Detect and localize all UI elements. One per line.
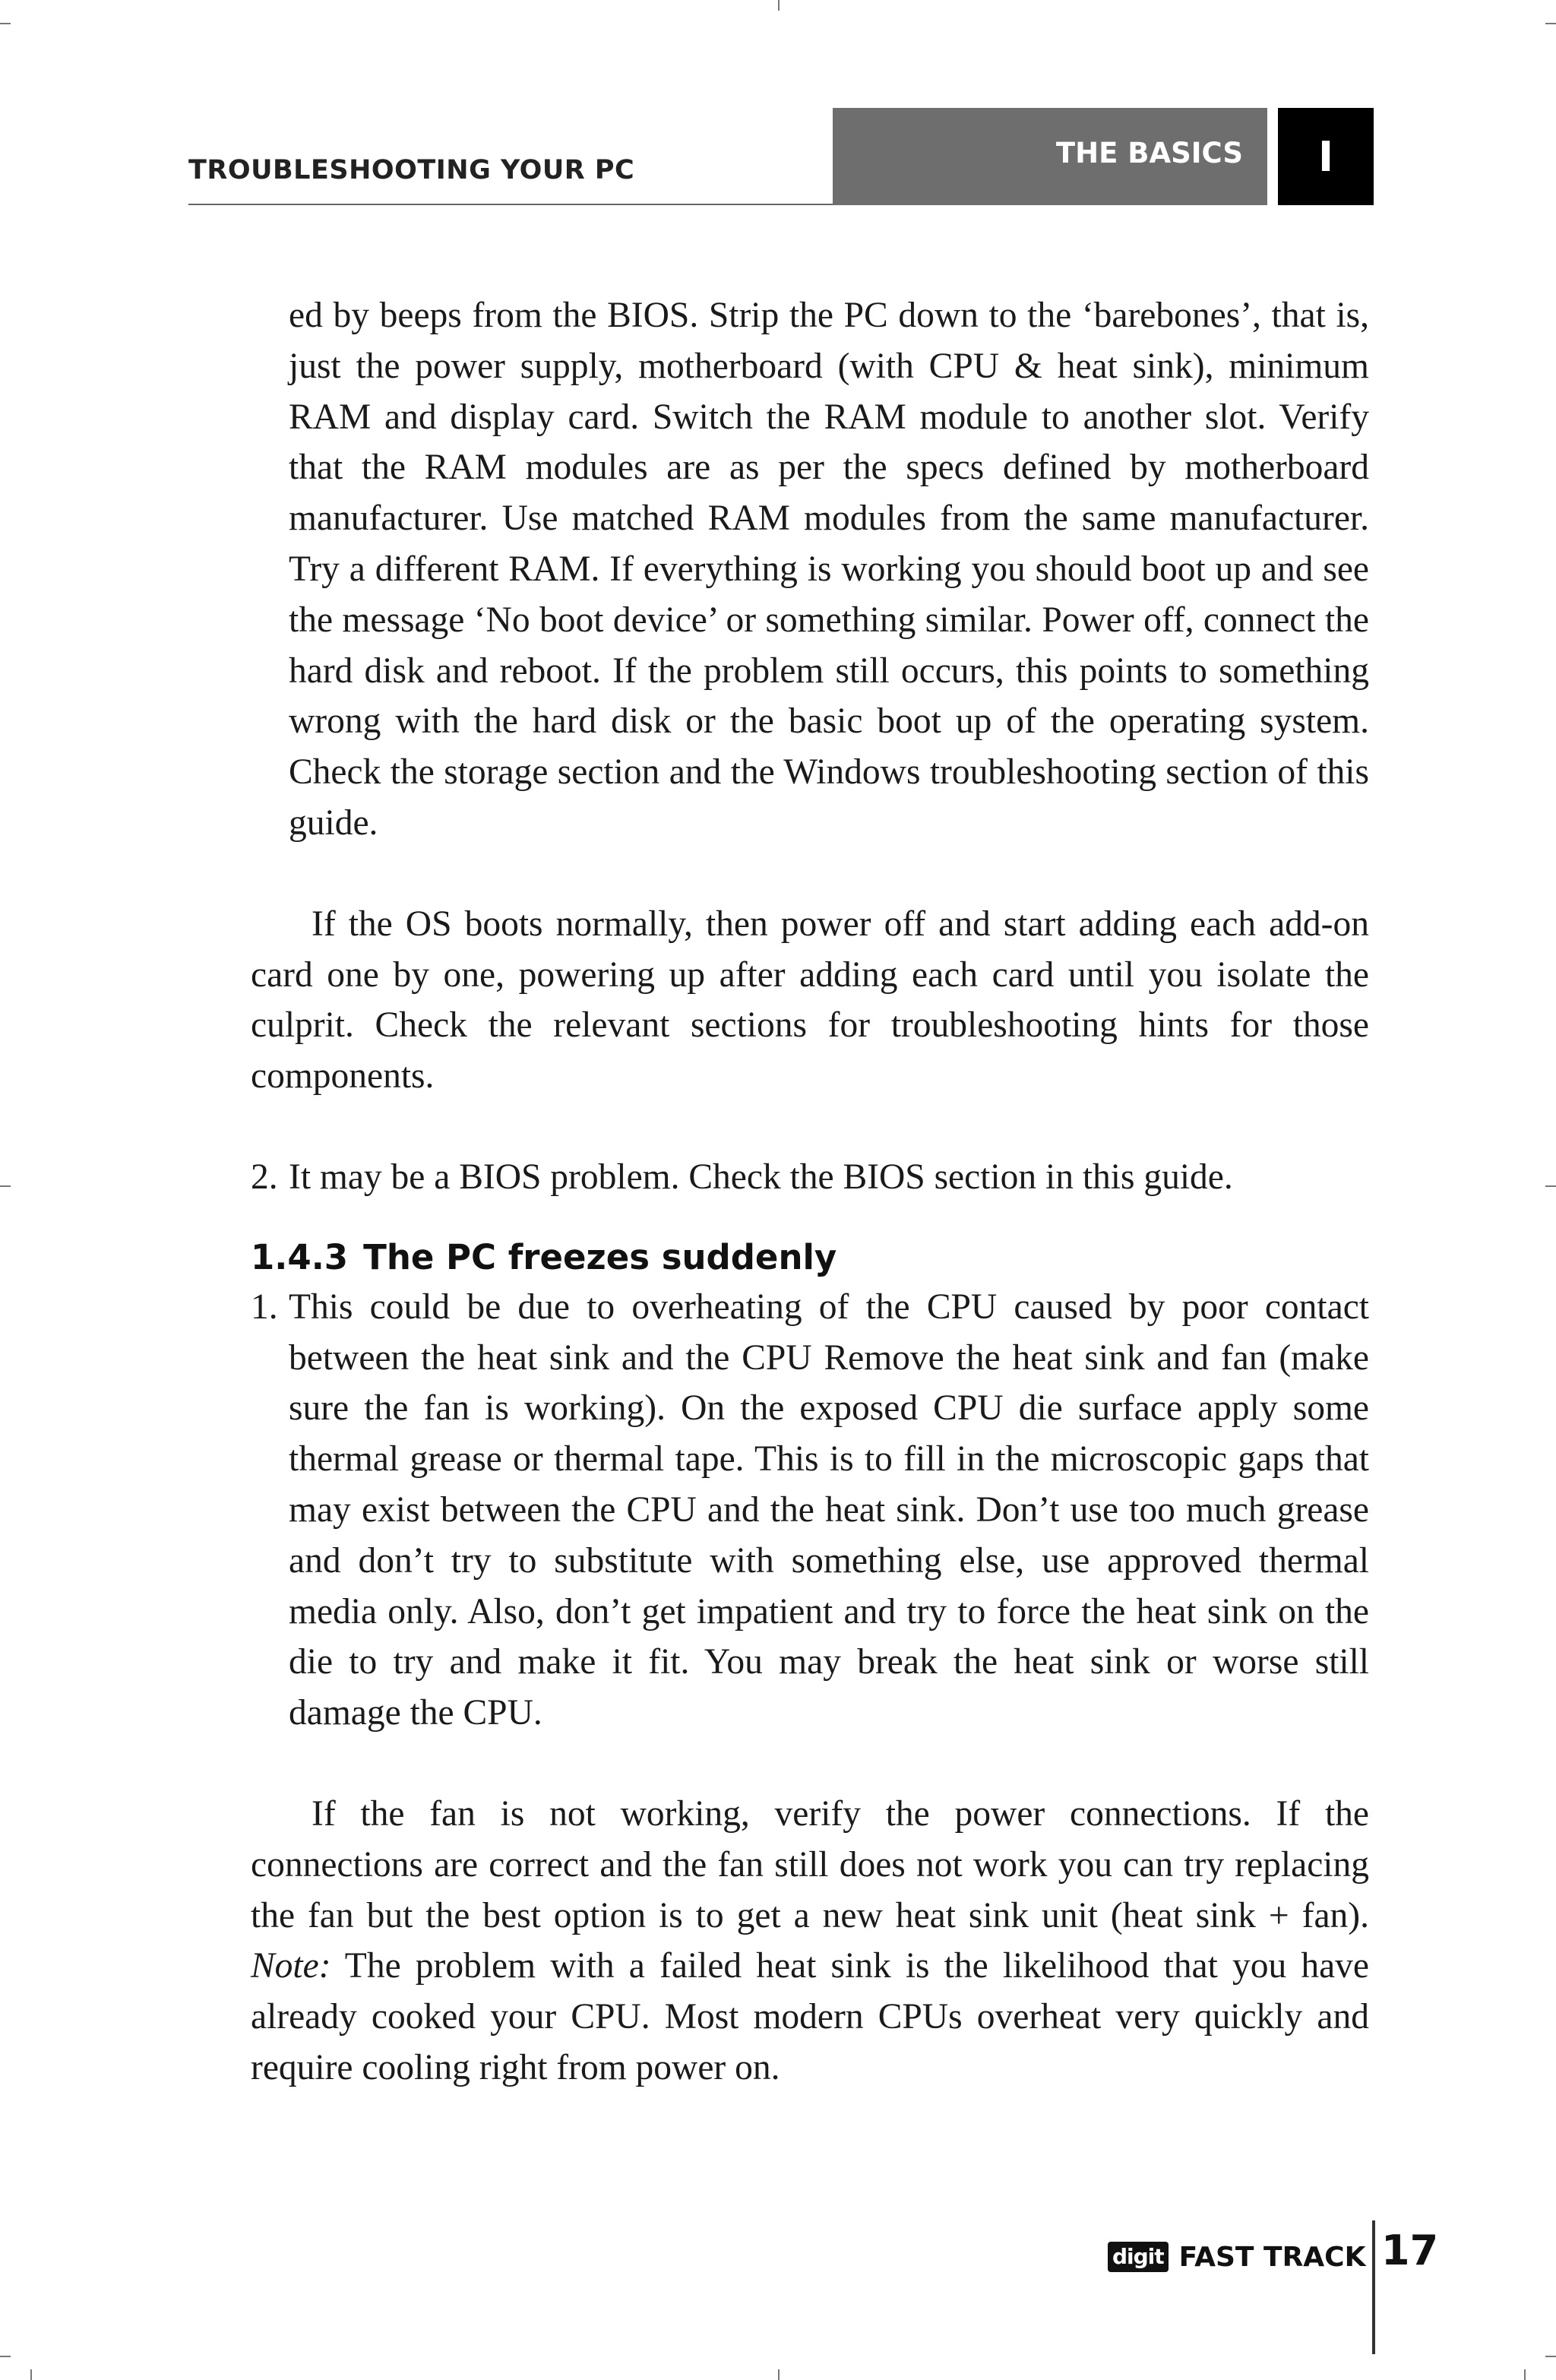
- section-tab: [833, 108, 1267, 205]
- list-item: [251, 1152, 1369, 1203]
- section-title: The PC freezes suddenly: [363, 1236, 837, 1277]
- crop-mark: [0, 1185, 11, 1187]
- page-body: [251, 290, 1369, 2094]
- crop-mark: [1545, 2356, 1556, 2357]
- footer-label: FAST TRACK: [1178, 2241, 1366, 2273]
- list-number: 2.: [251, 1157, 278, 1197]
- digit-logo: digit: [1108, 2242, 1169, 2272]
- list-item-text: It may be a BIOS problem. Check the BIOS section in this guide.: [289, 1157, 1233, 1197]
- list-item-text: This could be due to overheating of the CPU caused by poor contact between the heat sink and the CPU Remove the heat sink and fan (make sure the fan is working). On the exposed CPU die surface apply some thermal grease or thermal tape. This is to fill in the microscopic gaps that may exist between the CPU and the heat sink. Don’t use too much grease and don’t try to substitute with something else, use approved thermal media only. Also, don’t get impatient and try to force the heat sink on the die to try and make it fit. You may break the heat sink or worse still damage the CPU.: [289, 1287, 1369, 1733]
- footer-rule: [1372, 2220, 1375, 2354]
- paragraph-text: The problem with a failed heat sink is the likelihood that you have already cooked your CPU. Most modern CPUs overheat very quickly and require cooling right from power on.: [251, 1946, 1369, 2087]
- crop-mark: [30, 2369, 32, 2380]
- list-item: [251, 1282, 1369, 1739]
- crop-mark: [1545, 23, 1556, 24]
- crop-mark: [1545, 1185, 1556, 1187]
- footer-brand: [1108, 2240, 1365, 2274]
- chapter-marker-label: I: [1317, 132, 1334, 181]
- paragraph: ed by beeps from the BIOS. Strip the PC down to the ‘barebones’, that is, just the power supply, motherboard (with CPU & heat sink), minimum RAM and display card. Switch the RAM module to another slot. Verify that the RAM modules are as per the specs defined by motherboard manufacturer. Use matched RAM modules from the same manufacturer. Try a different RAM. If everything is working you should boot up and see the message ‘No boot device’ or something similar. Power off, connect the hard disk and reboot. If the problem still occurs, this points to something wrong with the hard disk or the basic boot up of the operating system. Check the storage section and the Windows troubleshooting section of this guide.: [289, 296, 1369, 843]
- section-heading: [251, 1233, 1369, 1282]
- section-tab-label: THE BASICS: [1055, 137, 1243, 169]
- crop-mark: [778, 2369, 780, 2380]
- page-number: 17: [1381, 2227, 1439, 2274]
- paragraph: [251, 1789, 1369, 2094]
- crop-mark: [0, 23, 11, 24]
- crop-mark: [1524, 2369, 1526, 2380]
- crop-mark: [778, 0, 780, 11]
- paragraph-text: If the fan is not working, verify the power connections. If the connections are correct and the fan still does not work you can try replacing the fan but the best option is to get a new heat sink unit (heat sink + fan).: [251, 1793, 1369, 1935]
- paragraph: If the OS boots normally, then power off and start adding each add-on card one by one, powering up after adding each card until you isolate the culprit. Check the relevant sections for troubleshooting hints for those components.: [251, 904, 1369, 1097]
- section-number: 1.4.3: [251, 1236, 349, 1277]
- list-number: 1.: [251, 1287, 278, 1327]
- note-label: Note:: [251, 1946, 331, 1986]
- chapter-marker: [1278, 108, 1374, 205]
- running-header-title: TROUBLESHOOTING YOUR PC: [188, 155, 635, 185]
- crop-mark: [0, 2356, 11, 2357]
- header-rule: [188, 204, 833, 205]
